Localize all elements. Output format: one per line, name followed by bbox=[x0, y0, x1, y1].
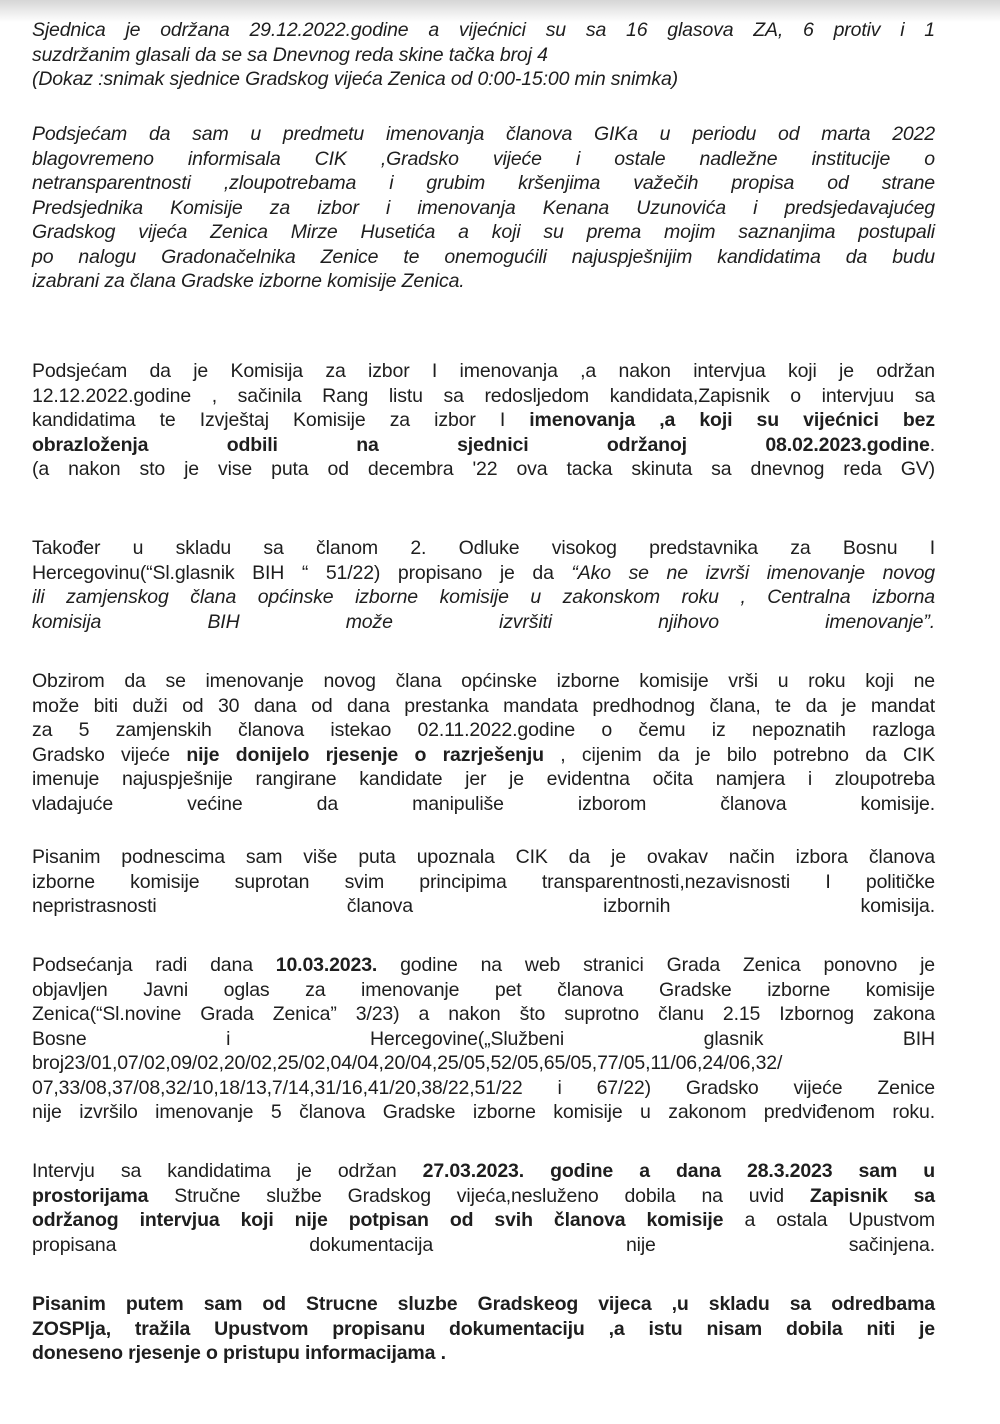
text-line bbox=[32, 1159, 935, 1184]
text-segment: vladajuće većine da manipuliše izborom članova komisije. bbox=[32, 792, 935, 815]
text-line bbox=[32, 536, 935, 561]
text-segment: kandidatima te Izvještaj Komisije za izbor I bbox=[32, 409, 530, 431]
text-line bbox=[32, 978, 935, 1003]
paragraph-written-submissions bbox=[32, 845, 935, 919]
paragraph-public-notice bbox=[32, 953, 935, 1125]
italic-text: izabrani za člana Gradske izborne komisije Zenica. bbox=[32, 270, 465, 292]
bold-text: održanog intervjua koji nije potpisan od svih članova komisije bbox=[32, 1209, 724, 1231]
text-segment: Obzirom da se imenovanje novog člana općinske izborne komisije vrši u roku koji ne bbox=[32, 670, 935, 692]
text-segment: broj23/01,07/02,09/02,20/02,25/02,04/04,20/04,25/05,52/05,65/05,77/05,11/06,24/06,32/ bbox=[32, 1052, 783, 1074]
text-segment: Zenica(“Sl.novine Grada Zenica” 3/23) a nakon što suprotno članu 2.15 Izbornog zakona bbox=[32, 1003, 935, 1025]
text-line bbox=[32, 792, 935, 817]
paragraph-reminder-commission bbox=[32, 359, 935, 482]
text-segment: . bbox=[929, 433, 935, 456]
text-segment: za 5 zamjenskih članova istekao 02.11.2022.godine o čemu iz nepoznatih razloga bbox=[32, 719, 935, 741]
text-segment: Pisanim podnescima sam više puta upoznala CIK da je ovakav način izbora članova bbox=[32, 846, 935, 868]
text-segment: Podsećanja radi dana bbox=[32, 954, 276, 976]
paragraph-high-representative bbox=[32, 536, 935, 634]
text-segment: nije izvršilo imenovanje 5 članova Gradske izborne komisije u zakonom predviđenom roku. bbox=[32, 1101, 935, 1123]
italic-text: netransparentnosti ,zloupotrebama i grubim kršenjima važečih propisa od strane bbox=[32, 172, 935, 194]
italic-text: Sjednica je održana 29.12.2022.godine a vijećnici su sa 16 glasova ZA, 6 protiv i 1 bbox=[32, 19, 935, 41]
text-line bbox=[32, 1051, 935, 1076]
text-line bbox=[32, 1027, 935, 1052]
bold-text: prostorijama bbox=[32, 1184, 149, 1207]
text-line bbox=[32, 870, 935, 895]
italic-text: Podsjećam da sam u predmetu imenovanja članova GIKa u periodu od marta 2022 bbox=[32, 123, 935, 145]
text-line bbox=[32, 743, 935, 768]
text-line bbox=[32, 894, 935, 919]
text-segment: , cijenim da je bilo potrebno da CIK bbox=[543, 743, 936, 766]
text-segment: godine na web stranici Grada Zenica ponovno je bbox=[377, 954, 935, 976]
bold-text: Pisanim putem sam od Strucne sluzbe Gradskeog vijeca ,u skladu sa odredbama bbox=[32, 1293, 935, 1315]
text-line bbox=[32, 196, 935, 221]
bold-text: doneseno rjesenje o pristupu informacijama . bbox=[32, 1342, 446, 1364]
text-line bbox=[32, 18, 935, 43]
text-line bbox=[32, 147, 935, 172]
text-line bbox=[32, 610, 935, 635]
text-line bbox=[32, 457, 935, 482]
text-line bbox=[32, 1317, 935, 1342]
text-line bbox=[32, 359, 935, 384]
text-line bbox=[32, 245, 935, 270]
text-line bbox=[32, 1292, 935, 1317]
text-segment: Bosne i Hercegovine(„Službeni glasnik BIH bbox=[32, 1027, 935, 1050]
text-line bbox=[32, 1002, 935, 1027]
paragraph-reminder-gik bbox=[32, 122, 935, 294]
text-line bbox=[32, 1100, 935, 1125]
italic-text: po nalogu Gradonačelnika Zenice te onemogućili najuspješnijim kandidatima da budu bbox=[32, 245, 935, 268]
italic-text: (Dokaz :snimak sjednice Gradskog vijeća Zenica od 0:00-15:00 min snimka) bbox=[32, 68, 678, 90]
paragraph-interview bbox=[32, 1159, 935, 1257]
text-segment: izborne komisije suprotan svim principima transparentnosti,nezavisnosti I političke bbox=[32, 870, 935, 893]
italic-text: “Ako se ne izvrši imenovanje novog bbox=[571, 561, 935, 584]
text-segment: propisana dokumentacija nije sačinjena. bbox=[32, 1233, 935, 1256]
bold-text: ZOSPIja, tražila Upustvom propisanu dokumentaciju ,a istu nisam dobila niti je bbox=[32, 1317, 935, 1340]
text-line bbox=[32, 220, 935, 245]
italic-text: ili zamjenskog člana općinske izborne komisije u zakonskom roku , Centralna izborna bbox=[32, 586, 935, 608]
text-line bbox=[32, 171, 935, 196]
italic-text: Predsjednika Komisije za izbor i imenovanja Kenana Uzunovića i predsjedavajućeg bbox=[32, 196, 935, 219]
text-line bbox=[32, 1233, 935, 1258]
bold-text: 10.03.2023. bbox=[275, 954, 378, 976]
text-segment: može biti duži od 30 dana od dana prestanka mandata predhodnog člana, te da je mandat bbox=[32, 694, 935, 717]
italic-text: blagovremeno informisala CIK ,Gradsko vijeće i ostale nadležne institucije o bbox=[32, 147, 935, 170]
text-line bbox=[32, 67, 935, 92]
bold-text: Zapisnik sa bbox=[809, 1184, 936, 1207]
text-segment: a ostala Upustvom bbox=[723, 1209, 935, 1231]
paragraph-foia-request bbox=[32, 1292, 935, 1366]
text-segment: 12.12.2022.godine , sačinila Rang listu sa redosljedom kandidata,Zapisnik o intervjuu sa bbox=[32, 384, 935, 407]
text-line bbox=[32, 408, 935, 433]
text-segment: Podsjećam da je Komisija za izbor I imenovanja ,a nakon intervjua koji je održan bbox=[32, 360, 935, 382]
text-segment: 07,33/08,37/08,32/10,18/13,7/14,31/16,41/20,38/22,51/22 i 67/22) Gradsko vijeće Zenice bbox=[32, 1076, 935, 1099]
text-segment: imenuje najuspješnije rangirane kandidate jer je evidentna očita namjera i zloupotreba bbox=[32, 768, 935, 790]
italic-text: suzdržanim glasali da se sa Dnevnog reda skine tačka broj 4 bbox=[32, 43, 548, 66]
text-line bbox=[32, 269, 935, 294]
text-line bbox=[32, 767, 935, 792]
text-line bbox=[32, 1184, 935, 1209]
text-line bbox=[32, 43, 935, 68]
text-line bbox=[32, 845, 935, 870]
text-segment: Također u skladu sa članom 2. Odluke visokog predstavnika za Bosnu I bbox=[32, 537, 935, 559]
text-segment: objavljen Javni oglas za imenovanje pet članova Gradske izborne komisije bbox=[32, 978, 935, 1001]
bold-text: obrazloženja odbili na sjednici održanoj 08.02.2023.godine bbox=[32, 433, 930, 456]
text-segment: Hercegovinu(“Sl.glasnik BIH “ 51/22) propisano je da bbox=[32, 561, 572, 584]
bold-text: imenovanja ,a koji su vijećnici bez bbox=[529, 409, 935, 431]
bold-text: nije donijelo rjesenje o razrješenju bbox=[186, 743, 544, 766]
italic-text: komisija BIH može izvršiti njihovo imenovanje”. bbox=[32, 610, 935, 633]
text-line bbox=[32, 561, 935, 586]
text-line bbox=[32, 384, 935, 409]
text-line bbox=[32, 1341, 935, 1366]
text-line bbox=[32, 433, 935, 458]
paragraph-deadline bbox=[32, 669, 935, 816]
text-line bbox=[32, 694, 935, 719]
text-line bbox=[32, 718, 935, 743]
text-line bbox=[32, 1208, 935, 1233]
text-line bbox=[32, 1076, 935, 1101]
text-segment: Intervju sa kandidatima je održan bbox=[32, 1160, 423, 1182]
text-segment: (a nakon sto je vise puta od decembra '22 ova tacka skinuta sa dnevnog reda GV) bbox=[32, 458, 935, 480]
text-line bbox=[32, 953, 935, 978]
text-line bbox=[32, 585, 935, 610]
text-segment: nepristrasnosti članova izbornih komisija. bbox=[32, 895, 935, 917]
paragraph-session-vote bbox=[32, 18, 935, 92]
italic-text: Gradskog vijeća Zenica Mirze Husetića a koji su prema mojim saznanjima postupali bbox=[32, 221, 935, 243]
text-line bbox=[32, 122, 935, 147]
text-line bbox=[32, 669, 935, 694]
bold-text: 27.03.2023. godine a dana 28.3.2023 sam u bbox=[422, 1160, 935, 1182]
text-segment: Gradsko vijeće bbox=[32, 743, 187, 766]
text-segment: Stručne službe Gradskog vijeća,nesluženo dobila na uvid bbox=[148, 1184, 810, 1207]
